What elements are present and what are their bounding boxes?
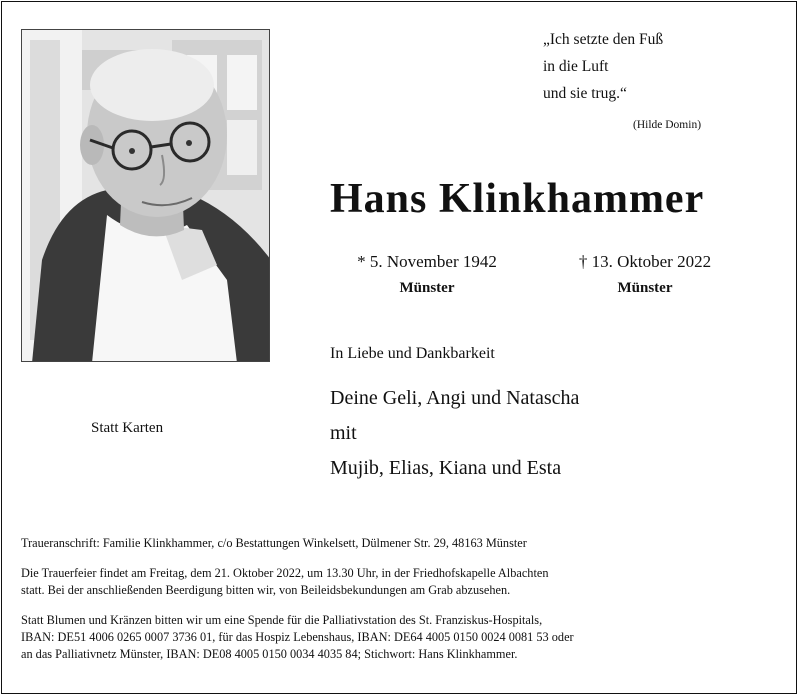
quote [543,26,783,107]
portrait-illustration [22,30,270,362]
funeral-line: statt. Bei der anschließenden Beerdigung bitten wir, von Beileidsbekundungen am Grab abzusehen. [21,583,511,597]
death-date: † 13. Oktober 2022 [578,252,712,271]
donation-line: Statt Blumen und Kränzen bitten wir um eine Spende für die Palliativstation des St. Franziskus-Hospitals, [21,613,543,627]
funeral-line: Die Trauerfeier findet am Freitag, dem 21. Oktober 2022, um 13.30 Uhr, in der Friedhofskapelle Albachten [21,566,549,580]
family-names [330,381,579,486]
death-info [545,252,745,297]
death-place: Münster [617,280,673,296]
family-line: Mujib, Elias, Kiana und Esta [330,457,562,479]
mourning-address [21,535,781,552]
quote-author: (Hilde Domin) [633,119,702,131]
quote-line: und sie trug.“ [543,85,627,102]
portrait-photo [21,29,270,362]
birth-date: * 5. November 1942 [357,252,497,271]
donation-line: an das Palliativnetz Münster, IBAN: DE08 4005 0150 0034 4035 84; Stichwort: Hans Klinkhammer. [21,647,518,661]
birth-place: Münster [399,280,455,296]
donation-notice [21,612,781,663]
address-line: Traueranschrift: Familie Klinkhammer, c/o Bestattungen Winkelsett, Dülmener Str. 29, 48163 Münster [21,536,527,550]
quote-line: „Ich setzte den Fuß [543,31,664,48]
family-line: Deine Geli, Angi und Natascha [330,387,580,409]
donation-line: IBAN: DE51 4006 0265 0007 3736 01, für das Hospiz Lebenshaus, IBAN: DE64 4005 0150 0024 0081 53 oder [21,630,574,644]
statt-karten: Statt Karten [91,420,164,436]
deceased-name: Hans Klinkhammer [330,176,705,222]
dedication: In Liebe und Dankbarkeit [330,345,495,362]
quote-line: in die Luft [543,58,609,75]
family-line: mit [330,422,357,444]
funeral-notice [21,565,781,599]
birth-info [327,252,527,297]
